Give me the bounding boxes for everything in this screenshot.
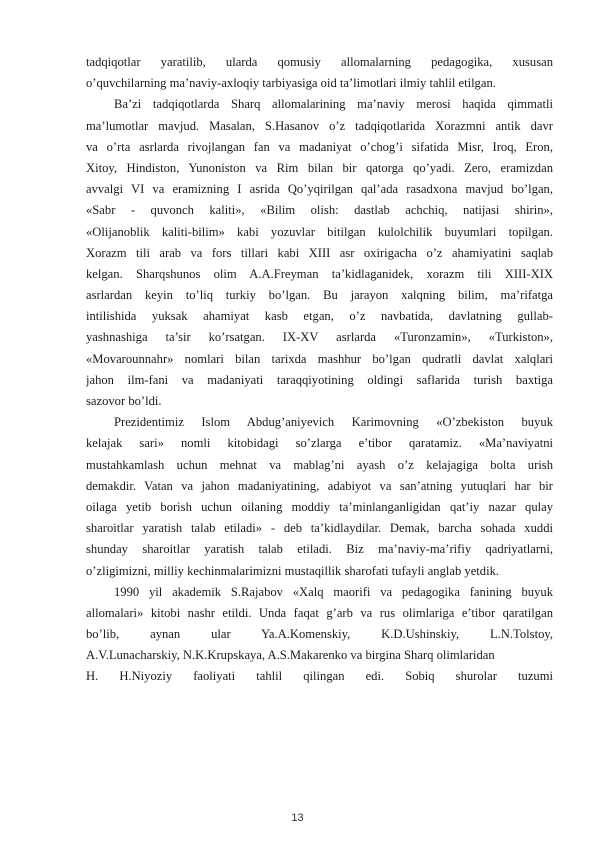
text-line: yashnashiga ta’sir ko’rsatgan. IX-XV asrlarda «Turonzamin», «Turkiston», [86,330,553,345]
text-line: sharoitlar yaratish talab etiladi» - deb ta’kidlaydilar. Demak, barcha sohada xuddi [86,521,553,536]
text-line: o’quvchilarning ma’naviy-axloqiy tarbiyasiga oid ta’limotlari ilmiy tahlil etilgan. [86,76,496,91]
text-line: va o’rta asrlarda rivojlangan fan va madaniyat o’chog’i sifatida Misr, Iroq, Eron, [86,139,553,154]
text-line: o’zligimizni, milliy kechinmalarimizni mustaqillik sharofati tufayli anglab yetdik. [86,563,500,578]
text-line: Xorazm tili arab va fors tillari kabi XIII asr oxirigacha o’z ahamiyatini saqlab [86,245,553,260]
text-line: sazovor bo’ldi. [86,394,162,408]
text-line: Prezidentimiz Islom Abdug’aniyevich Karimovning «O’zbekiston buyuk [114,415,553,430]
document-body [86,52,553,688]
text-line: allomalari» kitobi nashr etildi. Unda faqat g’arb va rus olimlariga e’tibor qaratilgan [86,605,553,620]
text-line: asrlardan keyin to’liq turkiy bo’lgan. Bu jarayon xalqning bilim, ma’rifatga [86,288,553,303]
text-line: «Olijanoblik kaliti-bilim» kabi yozuvlar bitilgan kulolchilik buyumlari topilgan. [86,224,553,239]
text-line: A.V.Lunacharskiy, N.K.Krupskaya, A.S.Makarenko va birgina Sharq olimlaridan [86,648,495,663]
text-line: shunday sharoitlar yaratish talab etiladi. Biz ma’naviy-ma’rifiy qadriyatlarni, [86,542,553,557]
text-line: 1990 yil akademik S.Rajabov «Xalq maorifi va pedagogika fanining buyuk [114,584,553,599]
text-line: Ba’zi tadqiqotlarda Sharq allomalarining ma’naviy merosi haqida qimmatli [114,97,553,112]
text-line: jahon ilm-fani va madaniyati taraqqiyotining oldingi saflarida turish baxtiga [86,372,553,387]
text-line: Xitoy, Hindiston, Yunoniston va Rim bilan bir qatorga qo’yadi. Zero, eramizdan [86,160,553,175]
text-line: «Sabr - quvonch kaliti», «Bilim olish: dastlab achchiq, natijasi shirin», [86,203,553,218]
text-line: kelgan. Sharqshunos olim A.A.Freyman ta’kidlaganidek, xorazm tili XIII-XIX [86,266,553,281]
text-line: demakdir. Vatan va jahon madaniyatining, adabiyot va san’atning yutuqlari har bir [86,478,553,493]
text-line: kelajak sari» nomli kitobidagi so’zlarga e’tibor qaratamiz. «Ma’naviyatni [86,436,553,451]
page-number: 13 [291,812,304,824]
text-line: H. H.Niyoziy faoliyati tahlil qilingan edi. Sobiq shurolar tuzumi [86,669,553,684]
text-line: intilishida yuksak ahamiyat kasb etgan, o’z navbatida, davlatning gullab- [86,309,553,324]
text-line: ma’lumotlar mavjud. Masalan, S.Hasanov o’z tadqiqotlarida Xorazmni antik davr [86,118,553,133]
text-line: tadqiqotlar yaratilib, ularda qomusiy allomalarning pedagogika, xususan [86,55,553,69]
text-line: mustahkamlash uchun mehnat va mablag’ni ayash o’z kelajagiga bolta urish [86,457,553,472]
text-line: «Movarounnahr» nomlari bilan tarixda mashhur bo’lgan qudratli davlat xalqlari [86,351,553,366]
text-line: bo’lib, aynan ular Ya.A.Komenskiy, K.D.Ushinskiy, L.N.Tolstoy, [86,627,553,642]
text-line: avvalgi VI va eramizning I asrida Qo’yqirilgan qal’ada rasadxona mavjud bo’lgan, [86,182,553,197]
text-line: oilaga yetib borish uchun oilaning moddiy ta’minlanganligidan qat’iy nazar qulay [86,499,553,514]
